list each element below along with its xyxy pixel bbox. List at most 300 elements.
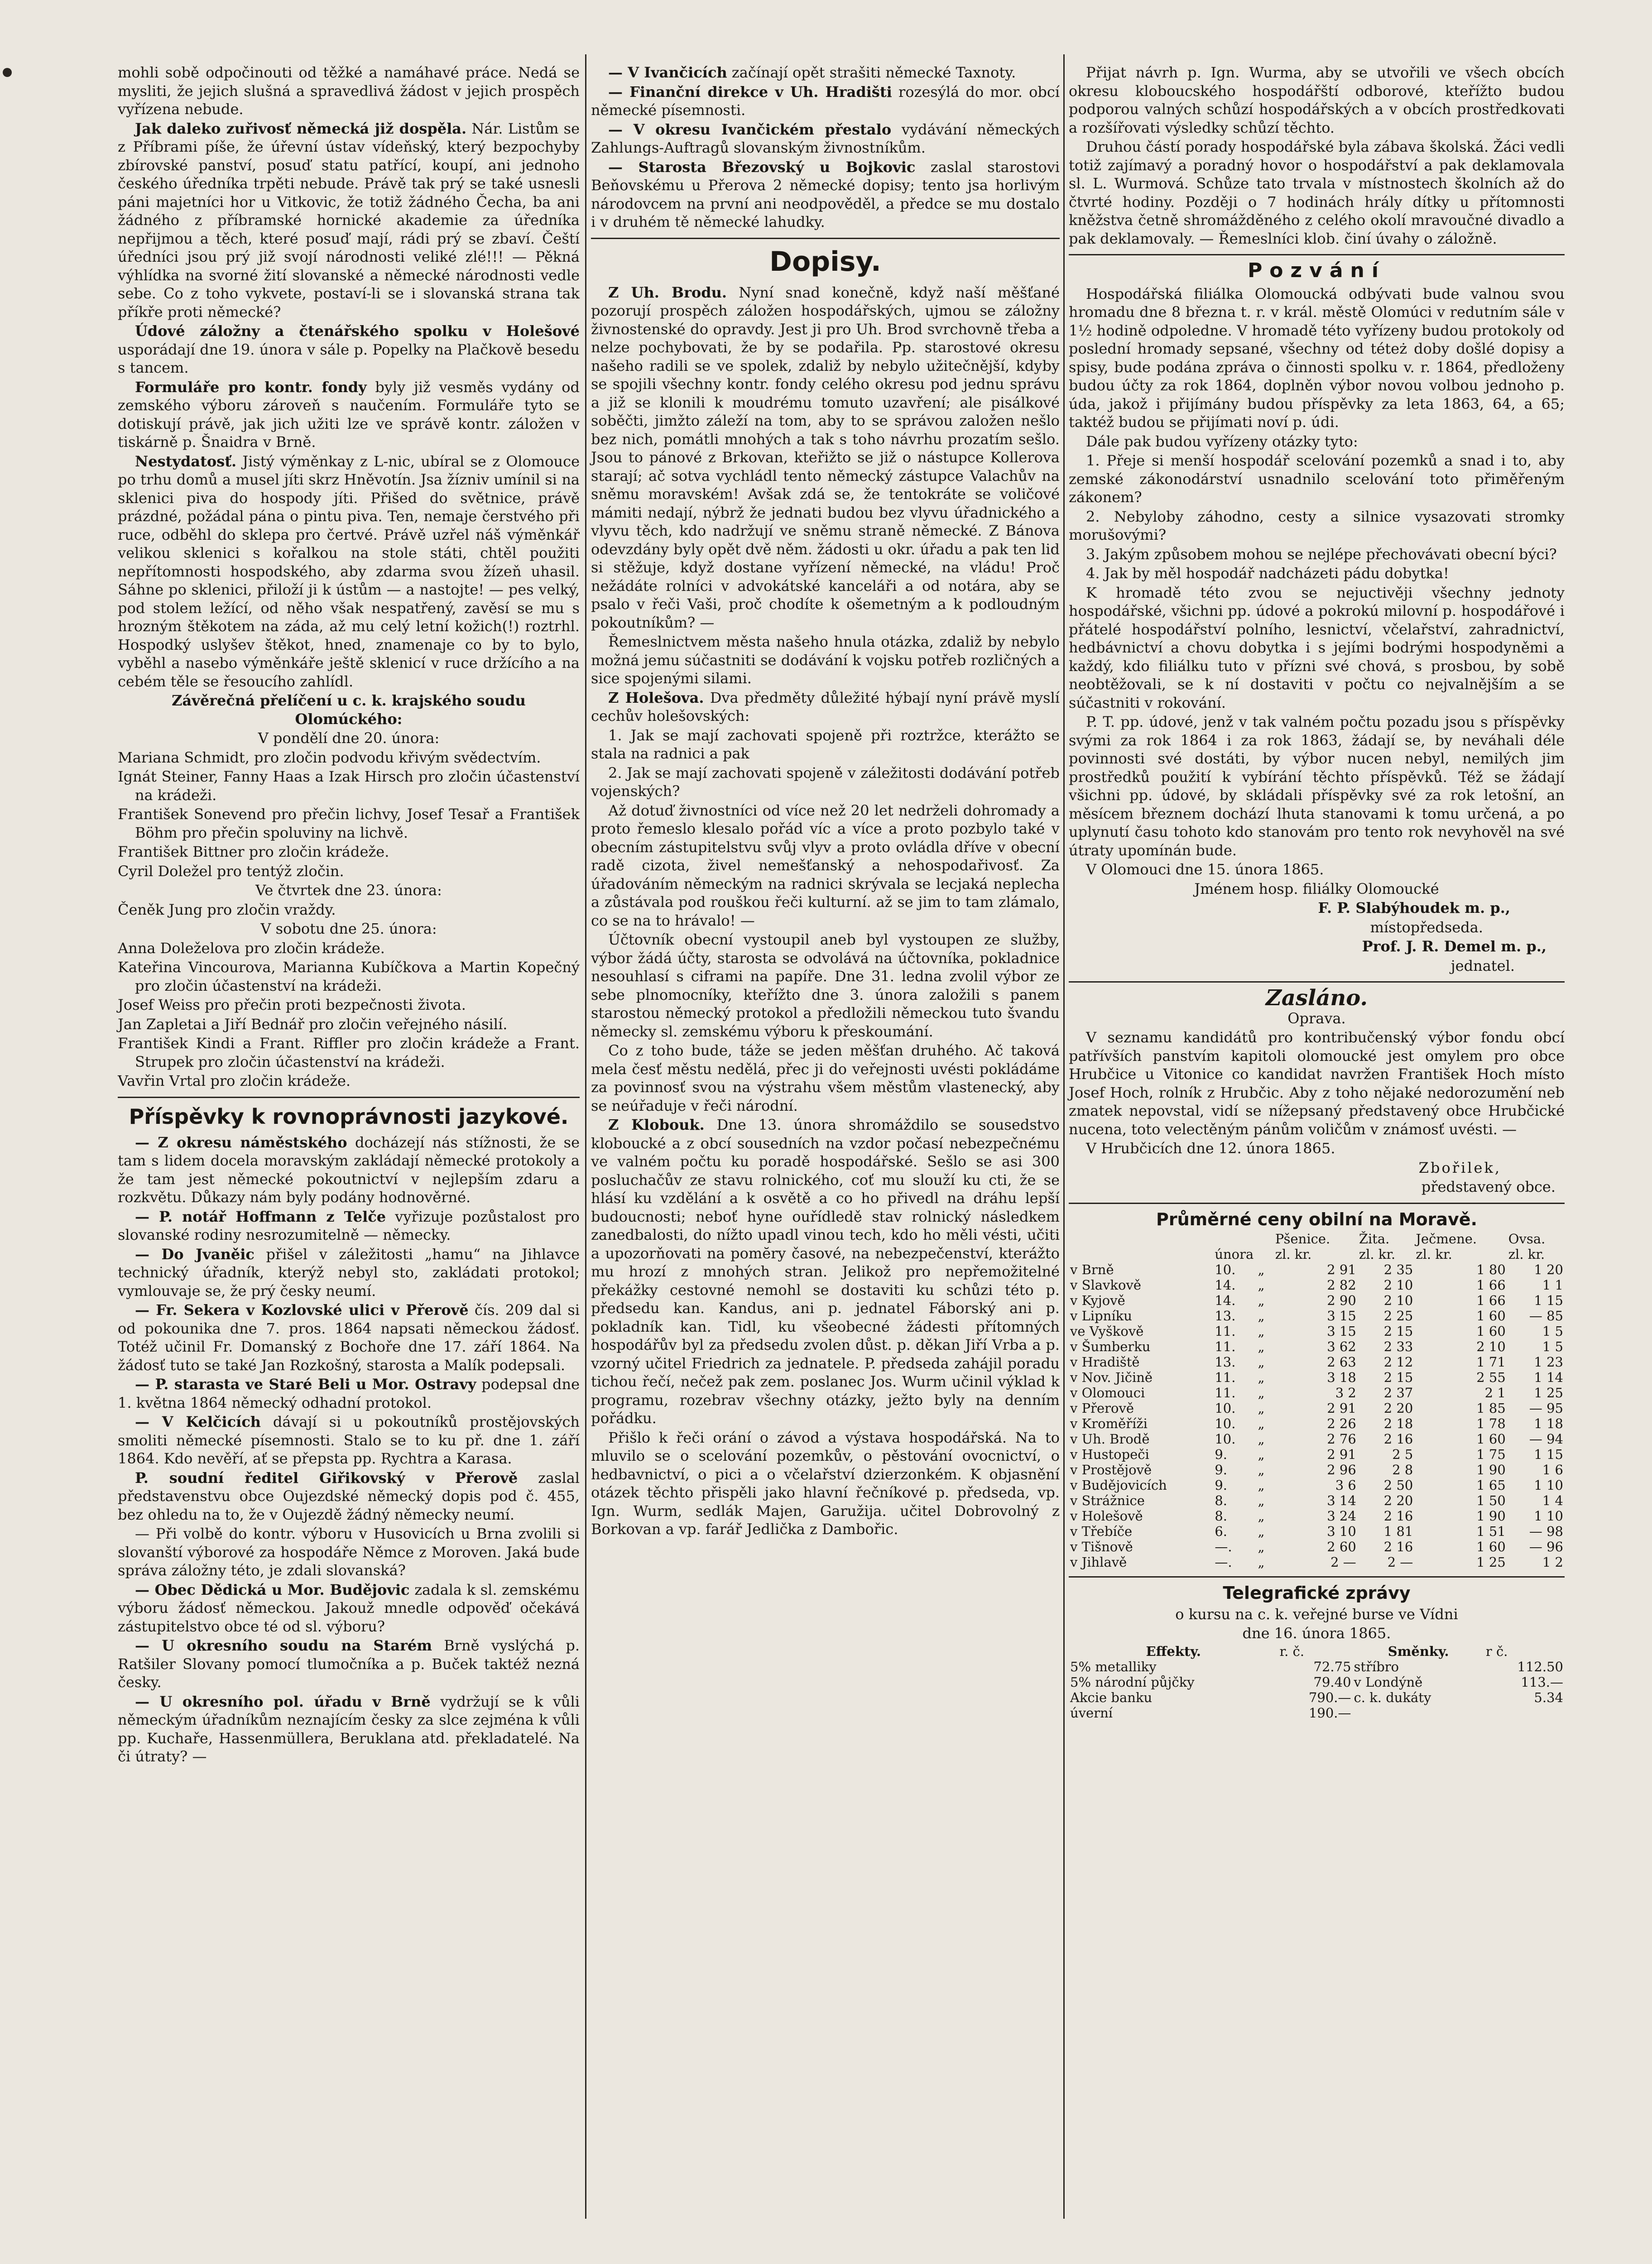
table-row [1069,1690,1565,1705]
column-header: Ječmene. [1416,1231,1477,1247]
trial-line: Čeněk Jung pro zločin vraždy. [118,901,336,918]
letter-klobouk [591,1116,1060,1428]
value-cell: 1 6 [1542,1462,1563,1477]
section-divider [591,238,1060,239]
table-row [1069,1385,1565,1401]
value-cell: 2 50 [1383,1477,1413,1493]
paragraph: Hospodářská filiálka Olomoucká odbývati bude valnou svou hromadu dne 8 března t. r. v král. městě Olomúci v redutním sále v 1½ hodině odpoledne. V hromadě této vyřízeny budou protokoly od poslední hromady sepsané, všechny od téteż doby došlé dopisy a spisy, bude podána zpráva o činnosti spolku v. r. 1864, předloženy budou účty za rok 1864, doplněn výbor novou volbou jednoho p. úda, jakož i přijímány budou příspěvky za leta 1863, 64, a 65; taktéž budou se přijímati noví p. údi. [1069,285,1565,431]
table-row [1069,1508,1565,1524]
prispevky-items [118,1133,580,1766]
letter-paragraph: Přišlo k řeči orání o závod a výstava hospodářská. Na to mluvilo se o scelování pozemkův, o pěstování ovocnictví, o hedbavnictví, o pici a o včelařství dzierzonkém. K objasnění otázek těchto přispěli jako hlavní řečníkové p. předseda, vp. Ign. Wurm, sedlák Majen, Garužija. učitel Dobrovolný z Borkovan a vp. farář Jedlička z Dambořic. [591,1429,1060,1538]
value-cell: „ [1258,1370,1265,1385]
value-cell: „ [1258,1385,1265,1401]
letter-paragraph: Řemeslnictvem města našeho hnula otázka, zdaliž by nebylo možná jemu súčastniti se dodávání k vojsku potřeb rozličných a sice spojenými silami. [591,633,1060,687]
value-cell: „ [1258,1293,1265,1308]
column-header: Pšenice. [1275,1231,1330,1247]
table-row [1069,1524,1565,1539]
article-body: Jistý výměnkay z L-nic, ubíral se z Olomouce po trhu domů a musel jíti skrz Hněvotín. Jsa žízniv umínil si na sklenici piva do hospody jíti. Přišed do světnice, právě prázdné, požádal pána o pintu piva. Ten, nemaje čerstvého při ruce, odběhl do sklepa pro čertvé. Právě uzřel náš výměnkář velikou sklenici s kořalkou na stole státi, chtěl použiti nepřítomnosti hospodského, aby zdarma svou žízeň uhasil. Sáhne po sklenici, přiloží ji k ústům — a nastojte! — pes velký, pod stolem ležící, od něho však nespatřený, zavěsí se mu s hrozným štěkotem na záda, až mu celý letní kožich(!) roztrhl. Hospodký uslyšev štěkot, hned, znamenaje co by to bylo, vyběhl a nasebo výměnkáře ještě sklenicí v ruce držícího a na cebém těle se řesoucího zahlídl. [118,452,580,690]
subheading: Oprava. [1287,1009,1346,1027]
value-cell: 14. [1215,1277,1236,1293]
letter-heading: Z Holešova. [608,689,704,706]
value-cell: 10. [1215,1401,1236,1416]
article-zalozny [118,322,580,377]
item-heading: — Fr. Sekera v Kozlovské ulici v Přerově [135,1301,469,1319]
item-body: vyřizuje pozůstalost pro slovanské rodiny nesrozumitelně — německy. [118,1208,580,1243]
item-heading: — P. notář Hoffmann z Telče [135,1208,386,1225]
section-heading-dopisy: Dopisy. [769,245,881,278]
article-nestydatost [118,452,580,691]
trial-line: Ve čtvrtek dne 23. února: [255,882,442,899]
column-header: Ovsa. [1508,1231,1546,1247]
town-cell: v Kroměříži [1070,1416,1148,1431]
table-row [1069,1539,1565,1554]
value-cell: 113.— [1521,1674,1563,1690]
value-cell: 2 18 [1383,1416,1413,1431]
value-cell: 2 1 [1484,1385,1506,1401]
value-cell: „ [1258,1431,1265,1447]
trial-line: Vavřin Vrtal pro zločin krádeže. [118,1072,351,1089]
value-cell: „ [1258,1554,1265,1570]
value-cell: 2 20 [1383,1493,1413,1508]
letter-heading: Z Uh. Brodu. [608,283,727,301]
value-cell: 2 82 [1327,1277,1356,1293]
trial-line: Ignát Steiner, Fanny Haas a Izak Hirsch pro zločin účastenství na krádeži. [118,768,580,804]
unit-header: zl. kr. [1416,1247,1452,1262]
value-cell: 1 66 [1476,1277,1506,1293]
paragraph: K hromadě této zvou se nejuctivěji všechny jednoty hospodářské, všichni pp. údové a pokrokú milovní p. hospodářové i přátelé hospodářství polního, lesnictví, včelařství, zahradnictví, hedbávnictví a chovu dobytka i s jejími bodrými hospodyněmi a každý, kdo filiálku tuto v přízni své chová, s prosbou, by sobě neobtěžovali, se k ní dostaviti v počtu co nejvalnějším a se súčastniti v rokování. [1069,584,1565,711]
table-row [1069,1477,1565,1493]
value-cell: 1 1 [1542,1277,1563,1293]
value-cell: 1 50 [1476,1493,1506,1508]
item-body: čís. 209 dal si od pokounika dne 7. pros. 1864 napsati německou žádosť. Totéž učinil Fr. Domanský z Bochoře dne 17. září 1864. Na žádosť tuto se také Jan Rozkošný, starosta a Malík podepsali. [118,1301,580,1374]
value-cell: 1 14 [1534,1370,1563,1385]
value-cell: 8. [1215,1493,1227,1508]
value-cell: „ [1258,1462,1265,1477]
news-item [118,1581,580,1636]
table-header-row [1069,1644,1565,1659]
value-cell: 1 75 [1476,1447,1506,1462]
letter-list-item: 2. Jak se mají zachovati spojeně v záležitosti dodávání potřeb vojenských? [591,764,1060,800]
item-body: vydržují se k vůli německým úřadníkům neznajícím česky za slce zejména k vůli pp. Kuchaře, Hassenmüllera, Beruklana atd. překladatelé. Na či útraty? — [118,1693,580,1765]
trial-line: V sobotu dne 25. února: [260,920,437,937]
value-cell: „ [1258,1508,1265,1524]
value-cell: 1 78 [1476,1416,1506,1431]
town-cell: v Prostějově [1070,1462,1152,1477]
town-cell: v Třebíče [1070,1524,1133,1539]
trial-line: František Kindi a Frant. Riffler pro zločin krádeže a Frant. Strupek pro zločin účastenství na krádeži. [118,1035,580,1070]
letter-body: Dne 13. února shromáždilo se sousedstvo kloboucké a z obcí sousedních na vzdor počasí nebezpečnému ve valném počtu ku poradě hospodářské. Sešlo se asi 300 posluchačův ze stavu rolnického, coť mu slouží ku cti, že se hlásí ku vzdělání a k osvětě a co ho přivedl na dráhu lepší budoucnosti; neboť hyne ouřídledě stav rolnický následkem zanedbalosti, do nížto upadl vinou tech, kdo ho měli vésti, učiti a upozorňovati na pomĕry časové, na nebezpečenství, kterážto mu hrozí z mnohých stran. Jelikož pro nepřemožitelné překážky cestovné nemohl se dostaviti ku schůzi této p. předsedu kan. Kandus, ani p. jednatel Fáborský ani p. pokladník kan. Tidl, ku všeobecné žádesti přítomných hospodářův byl za předsedu zvolen důst. p. děkan Jiří Vrba a p. vzorný učitel Friedrich za jednatele. P. předseda zahájil poradu tichou řečí, nečež pak zem. poslanec Jos. Wurm učinil výklad k programu, rozebrav všechny otázky, ježto byly na denním pořádku. [591,1116,1060,1427]
article-formulare [118,378,580,451]
table-row [1069,1462,1565,1477]
value-cell: 1 60 [1476,1431,1506,1447]
town-cell: v Přerově [1070,1401,1134,1416]
label-cell: úverní [1070,1705,1113,1721]
item-heading: — Z okresu náměstského [135,1133,347,1151]
value-cell: 1 10 [1534,1508,1563,1524]
table-row [1069,1401,1565,1416]
value-cell: 1 66 [1476,1293,1506,1308]
value-cell: 3 18 [1327,1370,1356,1385]
column-1 [118,63,580,1767]
value-cell: — 95 [1529,1401,1563,1416]
dateline: V Hrubčicích dne 12. února 1865. [1086,1140,1335,1157]
column-header: Žita. [1359,1231,1390,1247]
item-body: zadala k sl. zemskému výboru žádosť německou. Jakouž mnedle odpověď očekává zástupitelstvo obce té od sl. výboru? [118,1581,580,1635]
letter-holesov [591,689,1060,725]
town-cell: v Nov. Jičině [1070,1370,1153,1385]
unit-header: zl. kr. [1275,1247,1312,1262]
letter-body: Nyní snad konečně, když naší měšťané pozorují prospěch záložen hospodářských, ujmou se záložny živnostenské do opravdy. Jest ji pro Uh. Brod svrchovně třeba a nelze pochybovati, že by se podařila. Pp. starostové okresu našeho radili se ve spolek, zdaliž by nebylo užitečnější, kdyby se spojili všechny kontr. fondy celého okresu pod jednu správu a již se klonili k moudrému tomuto uzavření; ale pisálkové soběčti, jimžto záleží na tom, aby to se správou založen nešlo bez nich, pomátli mnohých a tak s toho návrhu prozatím sešlo. Jsou to pánové z Brkovan, kteřižto se již o nástupce Kollerova starají; ač sotva vychládl tento německý zástupce Valachův na sněmu moravském! Avšak zdá se, že tentokráte se voličové mámiti nedají, nýbrž že jednati budou bez vlyvu úřadnického a vlyvu těch, kdo nadržují ve sněmu straně německé. Z Bánova odevzdány byly opět dvě něm. žádosti u okr. úřadu a pak ten lid si stěžuje, když dostane vyřízení německé, na vládu! Proč nežádáte rolníci v advokátské kanceláři a od notára, aby se psalo v řeči Vaši, proč chodíte k ošemetným a k podloudným pokoutníkům? — [591,283,1060,631]
section-divider [118,1097,580,1098]
value-cell: 3 24 [1327,1508,1356,1524]
table-row [1069,1416,1565,1431]
news-item [118,1245,580,1300]
value-cell: 1 2 [1542,1554,1563,1570]
value-cell: 9. [1215,1477,1227,1493]
value-cell: 2 10 [1383,1277,1413,1293]
value-cell: „ [1258,1401,1265,1416]
article-body: usporádají dne 19. února v sále p. Popelky na Plačkově besedu s tancem. [118,341,580,376]
value-cell: 112.50 [1517,1659,1563,1674]
value-cell: 6. [1215,1524,1227,1539]
news-item [591,120,1060,157]
item-body: vydávání německých Zahlungs-Auftragů slovanským živnostníkům. [591,120,1060,156]
edge-ink-mark [3,68,12,77]
intro-paragraph: mohli sobě odpočinouti od těžké a namáhavé práce. Nedá se mysliti, že jejich slušná a spravedlivá žádost v jejich prospěch vyřízena nebude. [118,64,580,118]
question-item: 3. Jakým způsobem mohou se nejlépe přechovávati obecní býci? [1086,545,1557,563]
section-divider [1069,254,1565,255]
trial-line: Cyril Doležel pro tentýž zločin. [118,862,344,880]
item-body: — Při volbě do kontr. výboru v Husovicích u Brna zvolili si slovanští výborové za hospodáře Němce z Moroven. Jaká bude správa záložny této, je zdali slovanská? [118,1525,580,1579]
item-heading: — V Ivančicích [608,64,727,81]
value-cell: —. [1215,1554,1232,1570]
value-cell: — 94 [1529,1431,1563,1447]
value-cell: 1 65 [1476,1477,1506,1493]
town-cell: v Hustopeči [1070,1447,1149,1462]
table-row [1069,1447,1565,1462]
news-item [118,1413,580,1468]
label-cell: 5% národní půjčky [1070,1674,1195,1690]
value-cell: 2 25 [1383,1308,1413,1324]
label-cell: v Londýně [1354,1674,1423,1690]
trial-list [118,729,580,1090]
value-cell: „ [1258,1354,1265,1370]
item-heading: — Starosta Březovský u Bojkovic [608,158,916,176]
trial-line: František Sonevend pro přečin lichvy, Josef Tesař a František Böhm pro přečin spoluviny na lichvě. [118,806,580,841]
town-cell: v Brně [1070,1262,1114,1277]
month-header: února [1215,1247,1254,1262]
table-row [1069,1493,1565,1508]
letter-paragraph: Až dotuď živnostníci od více než 20 let nedrželi dohromady a proto řemeslo klesalo pořád víc a více a proto pozbylo také v obecním zástupitelstvu svůj vlyv a proto ovládla dříve v obecní radě cizota, živel nemešťanský a nehospodařivosť. Za úřadováním německým na radnici skrývala se lecjaká neplecha a zůstávala pod rouškou řeči kulturní. až se jim to tam zlámalo, co se na to hrávalo! — [591,801,1060,929]
value-cell: 1 5 [1542,1324,1563,1339]
item-body: rozesýlá do mor. obcí německé písemnosti. [591,83,1060,119]
signature-title: místopředseda. [1370,918,1483,936]
news-item [118,1301,580,1374]
unit-header: zl. kr. [1359,1247,1396,1262]
value-cell: 190.— [1308,1705,1351,1721]
value-cell: „ [1258,1477,1265,1493]
value-cell: 2 5 [1392,1447,1413,1462]
value-cell: „ [1258,1493,1265,1508]
value-cell: 13. [1215,1354,1236,1370]
item-heading: — P. starasta ve Staré Beli u Mor. Ostravy [135,1376,476,1393]
subheading: o kursu na c. k. veřejné burse ve Vídni [1175,1605,1458,1623]
town-cell: v Strážnice [1070,1493,1145,1508]
label-cell: stříbro [1354,1659,1399,1674]
value-cell: 5.34 [1534,1689,1563,1705]
unit-header: zl. kr. [1508,1247,1545,1262]
section-heading-prispevky: Příspěvky k rovnoprávnosti jazykové. [129,1104,569,1129]
trial-line: Jan Zapletai a Jiří Bednář pro zločin veřejného násilí. [118,1015,508,1033]
article-heading: Údové záložny a čtenářského spolku v Holešové [135,322,580,340]
item-body: přišel v záležitosti „hamu“ na Jihlavce technický úřadník, kterýž nebyl sto, zakládati protokol; vymlouvaje se, že prý česky neumí. [118,1245,580,1300]
value-cell: „ [1258,1447,1265,1462]
value-cell: 2 55 [1476,1370,1506,1385]
news-item [591,83,1060,120]
item-body: dávají si u pokoutníků prostějovských smoliti německé písemnosti. Stalo se to ku př. dne 1. září 1864. Kdo nevěří, ať se přepsta pp. Rychtra a Karasa. [118,1413,580,1467]
table-row [1069,1674,1565,1690]
value-cell: 11. [1215,1370,1236,1385]
value-cell: 1 10 [1534,1477,1563,1493]
value-cell: 1 81 [1383,1524,1413,1539]
town-cell: v Šumberku [1070,1339,1151,1354]
table-row [1069,1339,1565,1354]
label-cell: Akcie banku [1070,1689,1153,1705]
value-cell: — 98 [1529,1524,1563,1539]
value-cell: 79.40 [1313,1674,1351,1690]
value-cell: 1 60 [1476,1539,1506,1554]
section-heading-pozvani: Pozvání [1248,259,1386,282]
value-cell: „ [1258,1308,1265,1324]
town-cell: v Kyjově [1070,1293,1125,1308]
value-cell: 9. [1215,1447,1227,1462]
item-heading: P. soudní ředitel Giřikovský v Přerově [135,1469,518,1487]
section-heading-zaslano: Zasláno. [1265,985,1368,1011]
article-zurivost [118,120,580,321]
column-header: Směnky. [1388,1643,1449,1659]
value-cell: 1 60 [1476,1324,1506,1339]
article-body: Nár. Listům se z Příbrami píše, že úřevní ústav vídeňský, který bezpochyby zbírovské panství, posuď statu patřící, koupí, ani jednoho českého úředníka trpěti nebude. Právě tak prý se také usnesli páni majetníci hor u Vitkovic, že totiž žádného Čecha, ba ani žádného z příbramské hornické akademie za úředníka nepřijmou a těch, které posuď mají, rádi prý se zbaví. Čeští úředníci jsou prý již svojí národnosti veliké zlé!!! — Pěkná výhlídka na svorné žití slovanské a německé národnosti vedle sebe. Co z toho vykvete, postaví-li se i slovanská strana tak příkře proti německé? [118,120,580,321]
value-cell: 2 60 [1327,1539,1356,1554]
paragraph: P. T. pp. údové, jenž v tak valném počtu pozadu jsou s příspěvky svými za rok 1864 i za rok 1863, žádají se, by neváhali déle povinnosti své dostáti, by výbor nucen nebyl, nemilých jim prostředků použití k vybírání těchto příspěvků. Též se žádají všichni pp. údové, by skládali příspěvky své za rok letošní, an měsícem březnem dochází lhuta stanovami k tomu určená, a po uplynutí času tohoto kdo stanovám pro tento rok nevyhověl na své útraty upomínán bude. [1069,713,1565,859]
value-cell: 1 5 [1542,1339,1563,1354]
column-2 [591,63,1060,1540]
value-cell: 3 2 [1335,1385,1356,1401]
item-heading: — U okresního pol. úřadu v Brně [135,1693,431,1710]
section-divider [1069,1203,1565,1204]
item-body: zaslal představenstvu obce Oujezdské německý dopis pod č. 455, bez ohledu na to, že v Oujezdě žádný německy neumí. [118,1469,580,1523]
table-row [1069,1262,1565,1277]
value-cell: 1 90 [1476,1462,1506,1477]
value-cell: — 96 [1529,1539,1563,1554]
question-item: 4. Jak by měl hospodář nadcházeti pádu dobytka! [1086,565,1449,582]
value-cell: 9. [1215,1462,1227,1477]
trial-line: Josef Weiss pro přečin proti bezpečnosti života. [118,996,466,1013]
value-cell: „ [1258,1339,1265,1354]
paragraph: Přijat návrh p. Ign. Wurma, aby se utvořili ve všech obcích okresu kloboucského hospodářští odborové, kteřížto budou podporou valných schůzí hospodářských a v obcích prostředkovati a rozšířovati výsledky schůzí těchto. [1069,64,1565,136]
value-cell: 1 60 [1476,1308,1506,1324]
trial-line: V pondělí dne 20. února: [258,729,440,747]
trial-line: Kateřina Vincourova, Marianna Kubíčkova a Martin Kopečný pro zločin účastenství na krádeži. [118,959,580,994]
news-item [591,158,1060,231]
item-body: zaslal starostovi Beňovskému u Přerova 2 německé dopisy; tento jsa horlivým národovcem na první ani neodpověděl, a předce se mu dostalo i v druhém tě německé lahudky. [591,158,1060,230]
news-item [118,1693,580,1766]
value-cell: 1 18 [1534,1416,1563,1431]
exchange-table [1069,1644,1565,1721]
value-cell: 2 91 [1327,1262,1356,1277]
value-cell: 3 15 [1327,1324,1356,1339]
table-row [1069,1308,1565,1324]
column-header: Effekty. [1146,1643,1201,1659]
value-cell: 2 20 [1383,1401,1413,1416]
table-row [1069,1277,1565,1293]
item-body: začínají opět strašiti německé Taxnoty. [731,64,1016,81]
value-cell: 2 96 [1327,1462,1356,1477]
value-cell: 72.75 [1313,1659,1351,1674]
signature-title: jednatel. [1450,957,1515,974]
value-cell: 2 16 [1383,1431,1413,1447]
item-heading: — Do Jvaněic [135,1245,255,1263]
value-cell: „ [1258,1524,1265,1539]
signature-name: F. P. Slabýhoudek m. p., [1318,899,1510,916]
question-item: 2. Nebyloby záhodno, cesty a silnice vysazovati stromky morušovými? [1069,508,1565,543]
table-row [1069,1554,1565,1570]
grain-price-table [1069,1231,1565,1570]
value-cell: 1 90 [1476,1508,1506,1524]
dateline: V Olomouci dne 15. února 1865. [1086,861,1324,878]
value-cell: 3 6 [1335,1477,1356,1493]
value-cell: 1 80 [1476,1262,1506,1277]
item-body: podepsal dne 1. května 1864 německý odhadní protokol. [118,1376,580,1411]
letter-heading: Z Klobouk. [608,1116,705,1133]
value-cell: 2 26 [1327,1416,1356,1431]
value-cell: 2 8 [1392,1462,1413,1477]
table-body [1069,1659,1565,1721]
value-cell: „ [1258,1262,1265,1277]
news-item [118,1375,580,1412]
value-cell: „ [1258,1539,1265,1554]
paragraph: V seznamu kandidátů pro kontribučenský výbor fondu obcí patřívších panstvím kapitoli olomoucké jest omylem pro obce Hrubčice u Vitonice co kandidat navržen František Hoch místo Josef Hoch, rolník z Hrubčic. Aby z toho nějaké nedorozumění neb zmatek nepovstal, vidí se nížepsaný představený obce Hrubčické nucena, toto velectěným pánům voličům v známosť uvésti. — [1069,1029,1565,1138]
article-heading: Formuláře pro kontr. fondy [135,378,367,396]
signature-line: Jménem hosp. filiálky Olomoucké [1194,880,1439,897]
table-row [1069,1324,1565,1339]
section-heading-ceny: Průměrné ceny obilní na Moravě. [1156,1209,1478,1229]
subheading: dne 16. února 1865. [1242,1625,1391,1642]
town-cell: v Budějovicích [1070,1477,1167,1493]
town-cell: ve Vyškově [1070,1324,1144,1339]
trial-line: Mariana Schmidt, pro zločin podvodu křivým svědectvím. [118,748,541,766]
table-row [1069,1354,1565,1370]
item-heading: — U okresního soudu na Starém [135,1637,432,1654]
value-cell: 2 — [1387,1554,1413,1570]
letter-body: Dva předměty důležité hýbají nyní právě myslí cechův holešovských: [591,689,1060,724]
section-heading-telegraf: Telegrafické zprávy [1223,1583,1411,1603]
table-row [1069,1293,1565,1308]
value-cell: —. [1215,1539,1232,1554]
value-cell: 13. [1215,1308,1236,1324]
value-cell: 10. [1215,1431,1236,1447]
letter-paragraph: Co z toho bude, táže se jeden měšťan druhého. Ač taková mela česť městu nedělá, přec ji do veřejnosti uvésti pokládáme za povinnosť svou na výstrahu všem městům vlastenecký, aby se neúřaduje v řeči národní. [591,1042,1060,1114]
item-heading: — Finanční direkce v Uh. Hradišti [608,83,892,101]
value-cell: 1 4 [1542,1493,1563,1508]
value-cell: 2 16 [1383,1539,1413,1554]
value-cell: 1 15 [1534,1293,1563,1308]
news-item [118,1208,580,1244]
item-heading: — V okresu Ivančickém přestalo [608,120,892,138]
value-cell: 1 71 [1476,1354,1506,1370]
value-cell: 1 15 [1534,1447,1563,1462]
value-cell: 2 12 [1383,1354,1413,1370]
value-cell: 790.— [1308,1689,1351,1705]
town-cell: v Hradiště [1070,1354,1140,1370]
label-cell: c. k. dukáty [1354,1689,1431,1705]
news-item [591,63,1060,82]
value-cell: 1 25 [1476,1554,1506,1570]
section-divider [1069,981,1565,983]
court-heading: Závěrečná přelíčení u c. k. krajského soudu Olomúckého: [172,692,526,728]
table-unit-row [1069,1247,1565,1262]
value-cell: — 85 [1529,1308,1563,1324]
value-cell: 1 20 [1534,1262,1563,1277]
value-cell: 3 15 [1327,1308,1356,1324]
value-cell: 2 37 [1383,1385,1413,1401]
value-cell: 2 33 [1383,1339,1413,1354]
value-cell: 2 15 [1383,1324,1413,1339]
value-cell: 2 91 [1327,1401,1356,1416]
value-cell: „ [1258,1324,1265,1339]
town-cell: v Jihlavě [1070,1554,1127,1570]
letter-list-item: 1. Jak se mají zachovati spojeně při roztržce, kterážto se stala na radnici a pak [591,726,1060,762]
article-heading: Jak daleko zuřivosť německá již dospěla. [135,120,467,137]
value-cell: 1 25 [1534,1385,1563,1401]
news-item [118,1525,580,1580]
article-body: byly již vesměs vydány od zemského výboru zároveň s naučením. Formuláře tyto se dotiskují právě, jak jich užiti lze ve správě kontr. záložen v tiskárně p. Šnaidra v Brně. [118,378,580,451]
signature-name: Zbořilek, [1418,1159,1501,1176]
value-cell: 3 10 [1327,1524,1356,1539]
value-cell: 11. [1215,1339,1236,1354]
value-cell: 2 76 [1327,1431,1356,1447]
value-cell: 14. [1215,1293,1236,1308]
column-rule-1 [585,54,586,2219]
item-body: docházejí nás stížnosti, že se tam s lidem docela moravským zakládají německé protokoly a že tam jest německé pokoutnictví v nejlepším zdaru a rozkvětu. Důkazy nám byly podány hodnověrné. [118,1133,580,1206]
value-cell: 2 16 [1383,1508,1413,1524]
value-cell: 1 85 [1476,1401,1506,1416]
section-divider [1069,1576,1565,1578]
value-cell: 1 51 [1476,1524,1506,1539]
signature-name: Prof. J. R. Demel m. p., [1362,938,1546,955]
value-cell: 2 10 [1476,1339,1506,1354]
value-cell: 10. [1215,1416,1236,1431]
table-row [1069,1659,1565,1674]
town-cell: v Lipníku [1070,1308,1132,1324]
item-heading: — Obec Dědická u Mor. Budějovic [135,1581,410,1598]
unit-header: r. č. [1279,1643,1305,1659]
item-heading: — V Kelčicích [135,1413,261,1430]
value-cell: 2 90 [1327,1293,1356,1308]
unit-header: r č. [1485,1643,1508,1659]
town-cell: v Holešově [1070,1508,1143,1524]
value-cell [1484,1705,1565,1721]
value-cell: 2 35 [1383,1262,1413,1277]
trial-line: Anna Doleželova pro zločin krádeže. [118,939,385,957]
value-cell: 8. [1215,1508,1227,1524]
paragraph: Druhou částí porady hospodářské byla zábava školská. Žáci vedli totiž zajímavý a poradný hovor o hospodářství a pak deklamovala sl. L. Wurmová. Schůze tato trvala v místnostech školních až do čtvrté hodiny. Později o 7 hodinách hrály dítky u přítomnosti kněžstva četně shromážděného z celého okolí mravoučné divadlo a pak deklamovaly. — Řemeslníci klob. činí úvahy o záložně. [1069,138,1565,247]
news-item [118,1469,580,1524]
news-item [118,1636,580,1692]
value-cell: 11. [1215,1324,1236,1339]
label-cell: 5% metalliky [1070,1659,1157,1674]
value-cell: „ [1258,1416,1265,1431]
